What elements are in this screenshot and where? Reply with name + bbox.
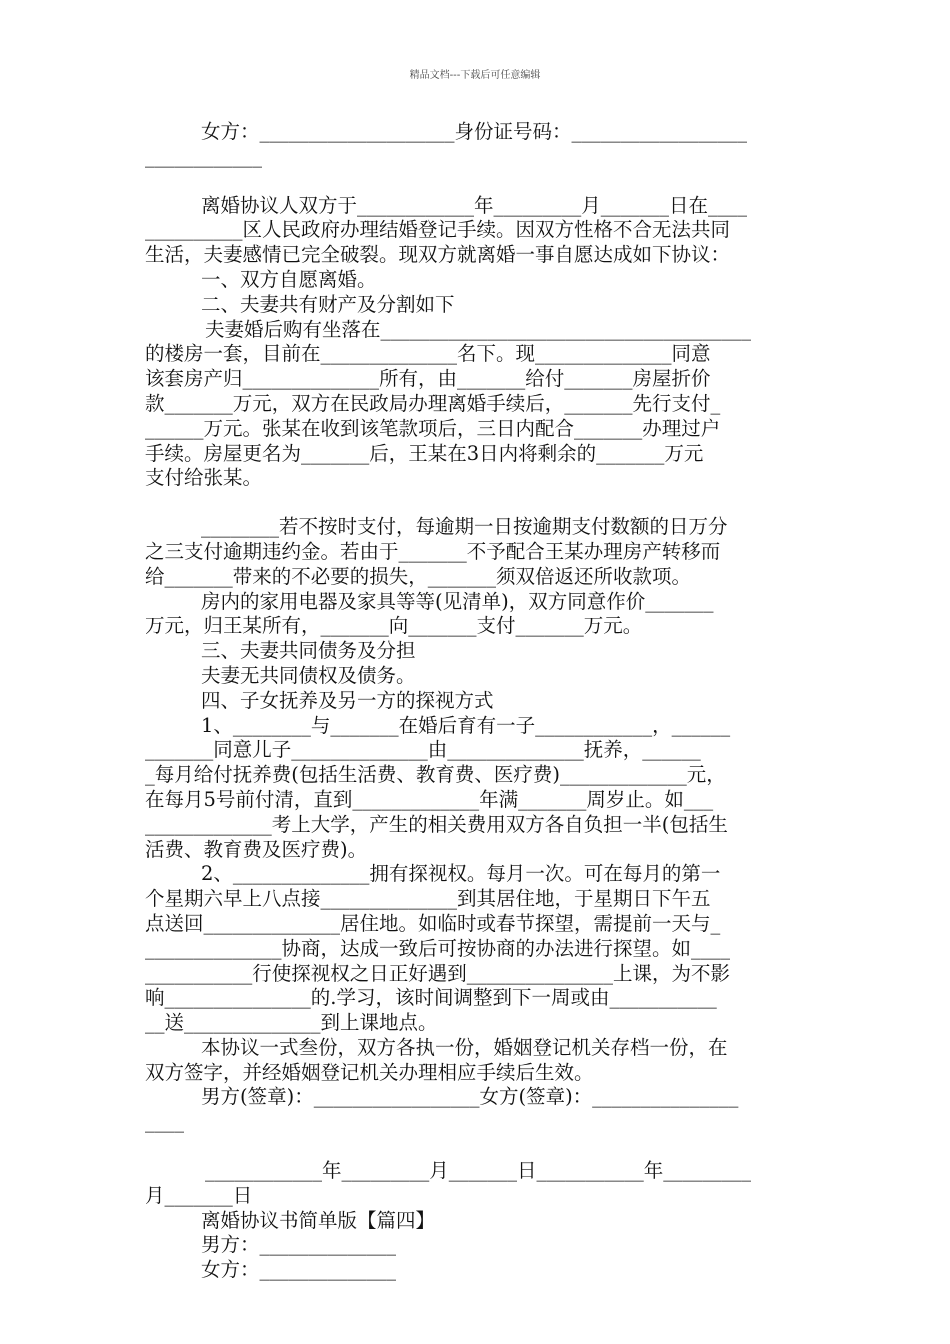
date-line: ____________年_________月_______日___________年_________ <box>205 1159 751 1183</box>
signature-line: 男方(签章)：_________________女方(签章)：_______________ <box>201 1085 739 1109</box>
text-line: _______同意儿子______________由______________抚养，______ <box>145 738 701 762</box>
text-line: 离婚协议人双方于____________年_________月_______日在____ <box>201 193 748 217</box>
text-line: 响_______________的.学习，该时间调整到下一周或由___________ <box>145 986 717 1010</box>
text-line: __________区人民政府办理结婚登记手续。因双方性格不合无法共同 <box>145 218 731 242</box>
female-party-line: 女方：______________ <box>201 1258 397 1282</box>
text-line: 夫妻婚后购有坐落在______________________________________ <box>205 317 752 341</box>
female-party-id-line: 女方：____________________身份证号码：__________________ <box>201 120 748 143</box>
text-line: 给_______带来的不必要的损失，_______须双倍返还所收款项。 <box>145 564 692 588</box>
section-title: 离婚协议书简单版【篇四】 <box>201 1208 436 1232</box>
page-header: 精品文档---下载后可任意编辑 <box>409 70 541 81</box>
text-line: 手续。房屋更名为_______后，王某在3日内将剩余的_______万元 <box>145 441 704 465</box>
text-line: _每月给付抚养费(包括生活费、教育费、医疗费)_____________元， <box>145 763 726 787</box>
date-line: 月_______日 <box>145 1183 253 1207</box>
text-line: 在每月5号前付清，直到_____________年满_______周岁止。如___ <box>145 787 714 811</box>
text-line: 该套房产归______________所有，由_______给付_______房屋折价 <box>145 367 711 391</box>
text-line: 活费、教育费及医疗费)。 <box>145 837 368 861</box>
section-heading: 一、双方自愿离婚。 <box>201 267 377 291</box>
text-line: 万元，归王某所有，_______向_______支付_______万元。 <box>145 614 643 638</box>
text-line: ____ <box>145 1110 184 1134</box>
text-line: 生活，夫妻感情已完全破裂。现双方就离婚一事自愿达成如下协议： <box>145 243 731 267</box>
section-heading: 三、夫妻共同债务及分担 <box>201 639 416 663</box>
text-line: 夫妻无共同债权及债务。 <box>201 663 416 687</box>
text-line: 的楼房一套，目前在______________名下。现______________同意 <box>145 342 711 366</box>
text-line: 房内的家用电器及家具等等(见清单)，双方同意作价_______ <box>201 589 714 613</box>
text-line: ______________协商，达成一致后可按协商的办法进行探望。如____ <box>145 936 731 960</box>
text-line: 本协议一式叁份，双方各执一份，婚姻登记机关存档一份，在 <box>201 1035 728 1059</box>
text-line: 个星期六早上八点接______________到其居住地，于星期日下午五 <box>145 887 711 911</box>
text-line: 1、________与_______在婚后育有一子____________，______ <box>201 713 731 737</box>
male-party-line: 男方：______________ <box>201 1233 397 1257</box>
text-line: ____________ <box>145 144 262 168</box>
text-line: 款_______万元，双方在民政局办理离婚手续后，_______先行支付_ <box>145 391 721 415</box>
text-line: ______万元。张某在收到该笔款项后，三日内配合_______办理过户 <box>145 416 721 440</box>
text-line: 2、______________拥有探视权。每月一次。可在每月的第一 <box>201 862 721 886</box>
section-heading: 二、夫妻共有财产及分割如下 <box>201 292 455 316</box>
section-heading: 四、子女抚养及另一方的探视方式 <box>201 688 494 712</box>
text-line: ___________行使探视权之日正好遇到_______________上课，为不影 <box>145 961 731 985</box>
text-line: 点送回______________居住地。如临时或春节探望，需提前一天与_ <box>145 911 721 935</box>
text-line: 之三支付逾期违约金。若由于_______不予配合王某办理房产转移而 <box>145 539 721 563</box>
text-line: __送______________到上课地点。 <box>145 1011 438 1035</box>
text-line: _____________考上大学，产生的相关费用双方各自负担一半(包括生 <box>145 812 728 836</box>
text-line: 支付给张某。 <box>145 466 263 490</box>
text-line: 双方签字，并经婚姻登记机关办理相应手续后生效。 <box>145 1060 594 1084</box>
text-line: ________若不按时支付，每逾期一日按逾期支付数额的日万分 <box>201 515 728 539</box>
agreement-body <box>145 120 807 1283</box>
